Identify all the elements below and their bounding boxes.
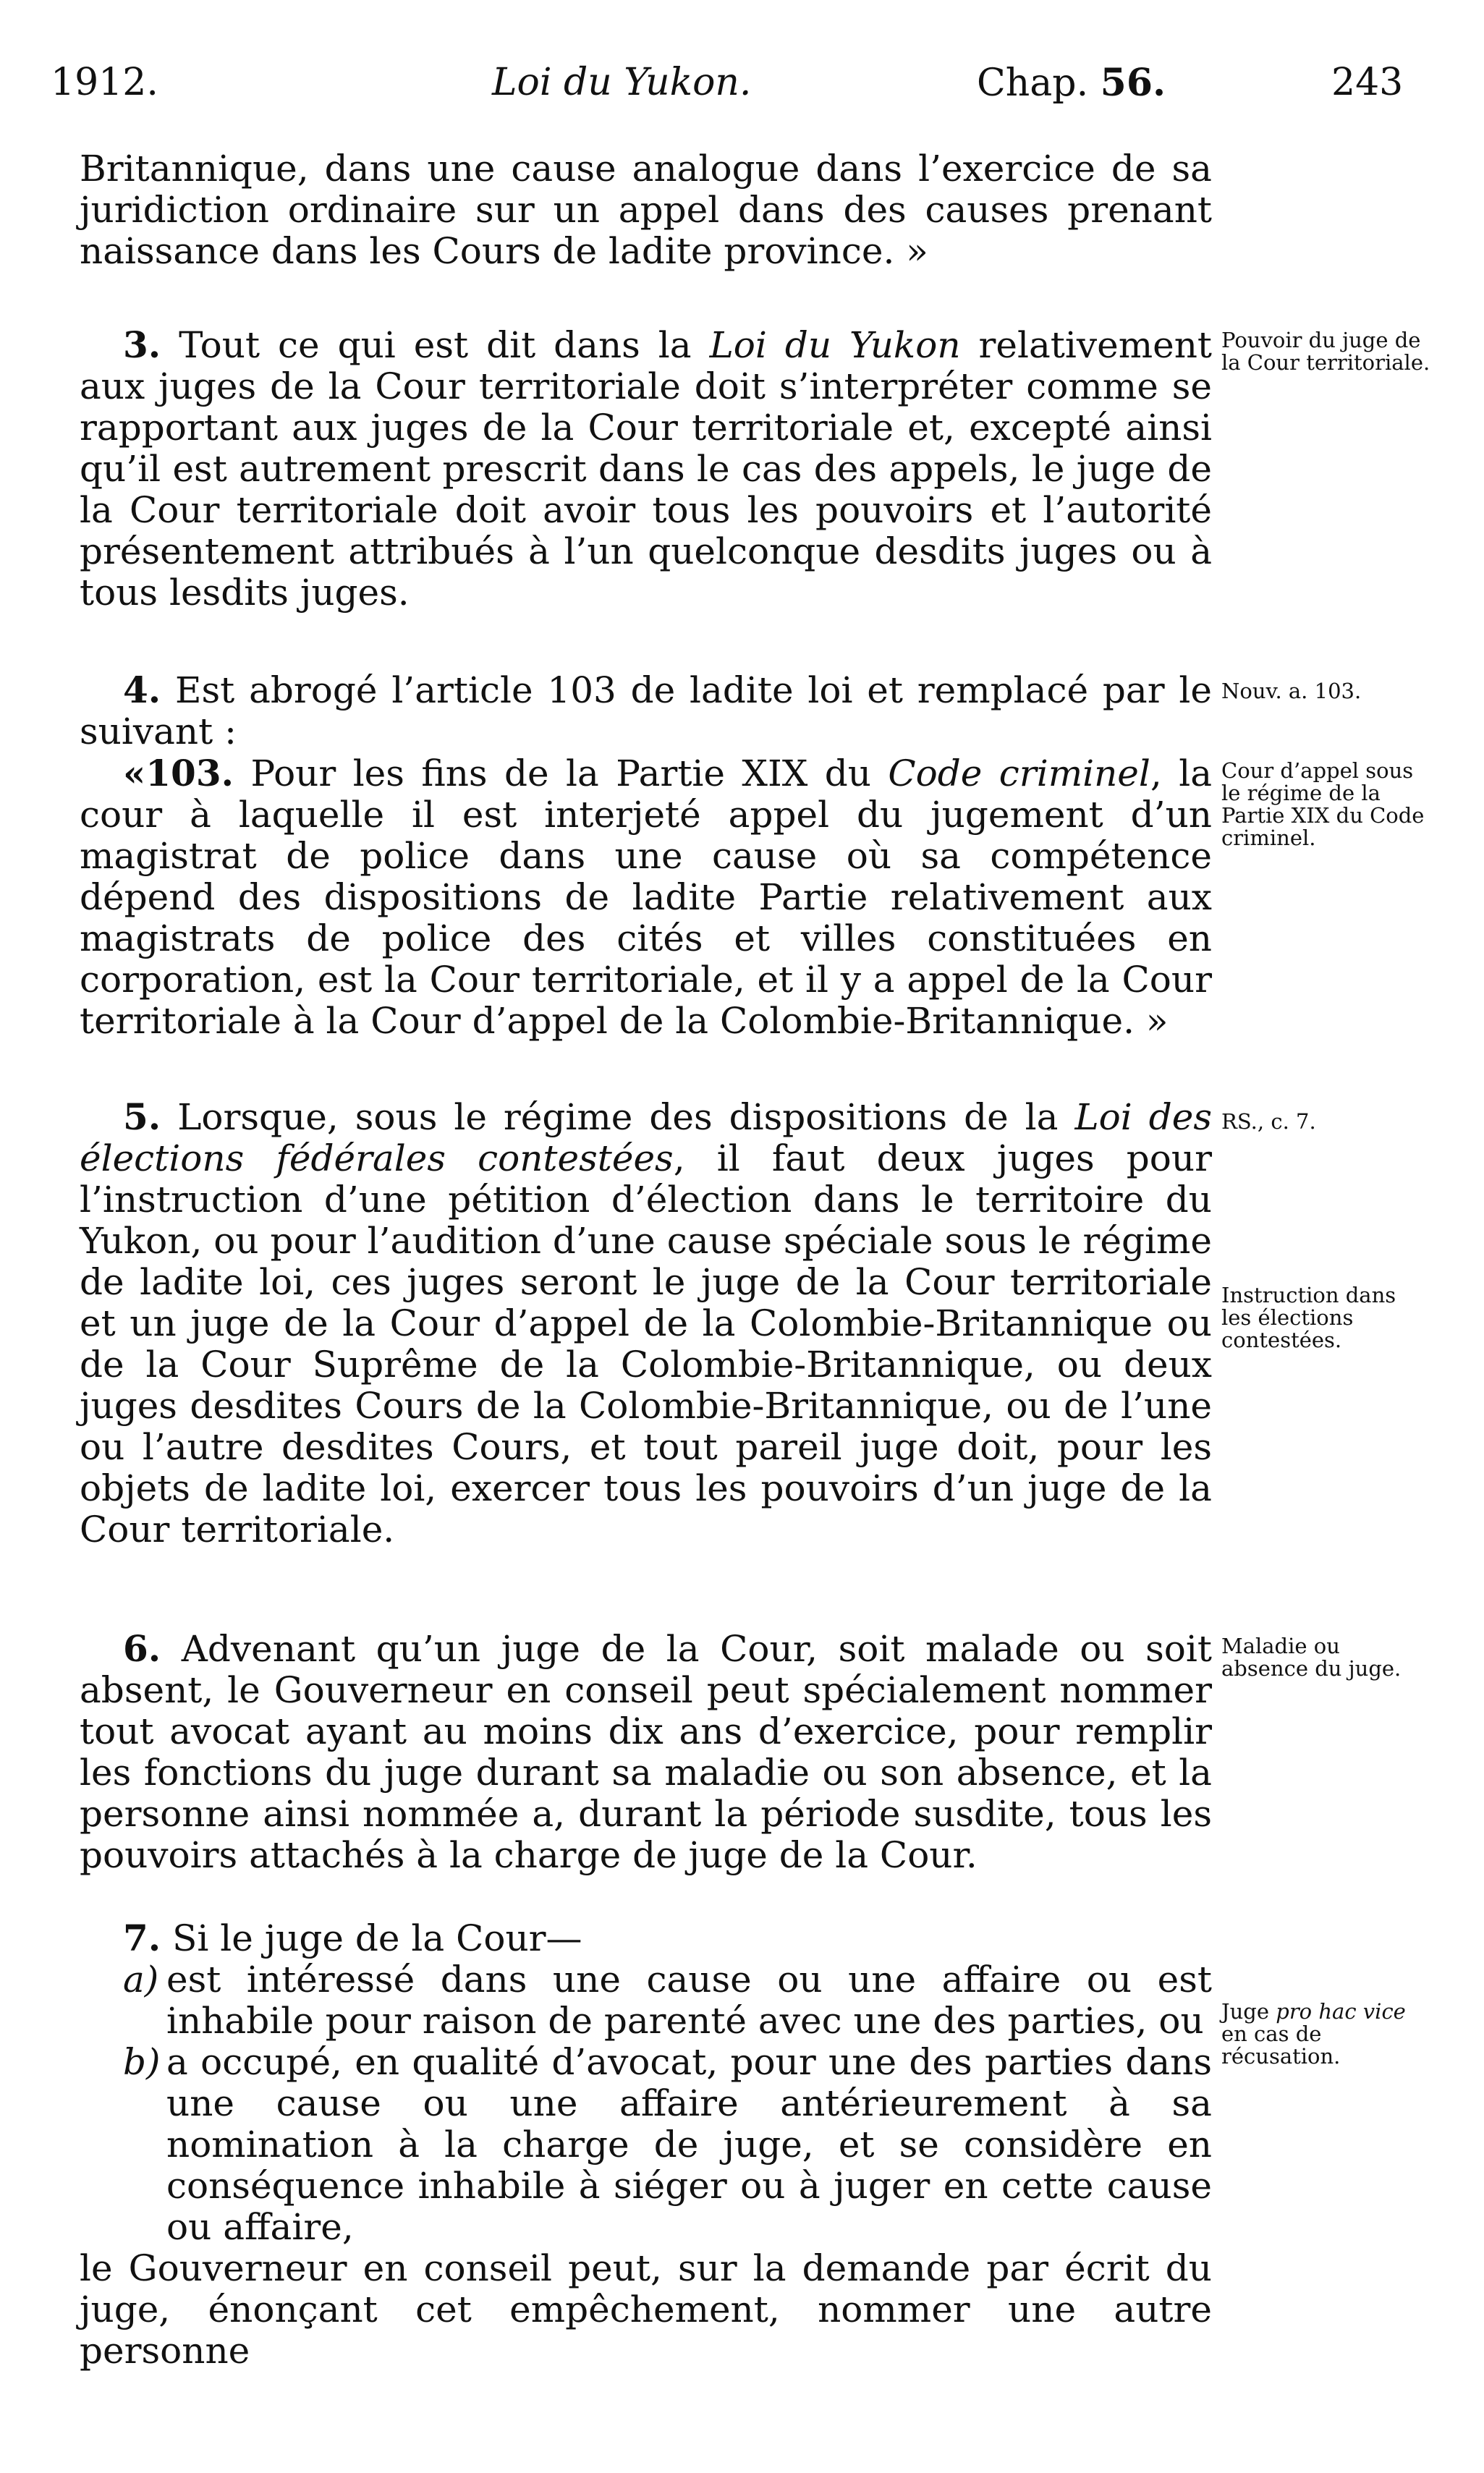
note-7-part1: Juge: [1221, 1999, 1270, 2024]
item-a-label: a): [123, 1959, 159, 2001]
item-b-label: b): [123, 2041, 161, 2083]
margin-note-5-ref: RS., c. 7.: [1221, 1109, 1316, 1134]
item-b-text: a occupé, en qualité d’avocat, pour une des parties dans une cause ou une affaire antérieurement à sa nomination à la charge de juge, et se considère en conséquence inhabile à siéger ou à juger en cette cause ou affaire,: [166, 2041, 1212, 2248]
section-3-part1: Tout ce qui est dit dans la: [161, 324, 710, 366]
section-5-law-name: Loi des élections fédérales contestées: [80, 1096, 1212, 1179]
margin-note-4: Nouv. a. 103.: [1221, 679, 1362, 703]
list-item-b: [123, 2042, 1212, 2248]
article-103-code-name: Code criminel: [888, 752, 1150, 794]
section-5-part2: , il faut deux juges pour l’instruction d’une pétition d’élection dans le territoire du Yukon, ou pour l’audition d’une cause spéciale sous le régime de ladite loi, ces juges seront le juge de la Cour territoriale et un juge de la Cour d’appel de la Colombie-Britannique ou de la Cour Suprême de la Colombie-Britannique, ou deux juges desdites Cours de la Colombie-Britannique, ou de l’une ou l’autre desdites Cours, et tout pareil juge doit, pour les objets de ladite loi, exercer tous les pouvoirs d’un juge de la Cour territoriale.: [80, 1137, 1212, 1551]
item-a-text: est intéressé dans une cause ou une affaire ou est inhabile pour raison de parenté avec une des parties, ou: [166, 1959, 1212, 2042]
header-year: 1912.: [51, 61, 158, 104]
section-3-part2: relativement aux juges de la Cour territoriale doit s’interpréter comme se rapportant aux juges de la Cour territoriale et, excepté ainsi qu’il est autrement prescrit dans le cas des appels, le juge de la Cour territoriale doit avoir tous les pouvoirs et l’autorité présentement attribués à l’un quelconque desdits juges ou à tous lesdits juges.: [80, 324, 1213, 614]
margin-note-5: Instruction dans les élections contestées.: [1221, 1283, 1396, 1352]
section-4-body: Est abrogé l’article 103 de ladite loi et remplacé par le suivant :: [80, 669, 1212, 752]
page-header: [0, 0, 1484, 145]
section-5-number: 5.: [123, 1095, 161, 1138]
section-3-law-name: Loi du Yukon: [709, 324, 961, 366]
margin-note-7: [1221, 2001, 1431, 2068]
section-7-number: 7.: [123, 1917, 161, 1959]
section-3-number: 3.: [123, 323, 161, 366]
page-number: 243: [1331, 61, 1404, 104]
header-chapter: [977, 62, 1166, 104]
section-3: [80, 324, 1212, 614]
section-4: [80, 669, 1212, 1042]
chapter-prefix: Chap.: [977, 61, 1089, 105]
article-103-part1: Pour les fins de la Partie XIX du: [234, 752, 889, 794]
intro-paragraph: [80, 148, 1212, 272]
note-7-part3: en cas de récusation.: [1221, 2022, 1341, 2069]
margin-note-6: Maladie ou absence du juge.: [1221, 1634, 1402, 1681]
section-6: [80, 1628, 1212, 1876]
margin-note-103: Cour d’appel sous le régime de la Partie XIX du Code criminel.: [1221, 758, 1425, 850]
section-3-text: [80, 324, 1212, 614]
section-6-body: Advenant qu’un juge de la Cour, soit malade ou soit absent, le Gouverneur en conseil peut spécialement nommer tout avocat ayant au moins dix ans d’exercice, pour remplir les fonctions du juge durant sa maladie ou son absence, et la personne ainsi nommée a, durant la période susdite, tous les pouvoirs attachés à la charge de juge de la Cour.: [80, 1628, 1212, 1876]
section-4-text: [80, 669, 1212, 752]
section-5-text: [80, 1096, 1212, 1551]
note-7-part2: pro hac vice: [1276, 1999, 1406, 2024]
section-7-lead-text: Si le juge de la Cour—: [161, 1917, 582, 1959]
section-5: [80, 1096, 1212, 1551]
section-6-number: 6.: [123, 1627, 161, 1670]
intro-text: Britannique, dans une cause analogue dans l’exercice de sa juridiction ordinaire sur un appel dans des causes prenant naissance dans les Cours de ladite province. »: [80, 148, 1212, 272]
article-103-text: [80, 752, 1212, 1042]
section-7-closing: le Gouverneur en conseil peut, sur la demande par écrit du juge, énonçant cet empêchement, nommer une autre personne: [80, 2247, 1212, 2372]
header-title: Loi du Yukon.: [492, 61, 752, 104]
section-6-text: [80, 1628, 1212, 1876]
section-7: [80, 1917, 1212, 2372]
section-7-items: [80, 1959, 1212, 2248]
chapter-number: 56.: [1100, 61, 1166, 105]
section-7-lead: [80, 1917, 1212, 1959]
list-item-a: [123, 1959, 1212, 2042]
margin-note-3: Pouvoir du juge de la Cour territoriale.: [1221, 328, 1430, 375]
article-103-number: «103.: [123, 752, 234, 794]
article-103-part2: , la cour à laquelle il est interjeté appel du jugement d’un magistrat de police dans une cause où sa compétence dépend des dispositions de ladite Partie relativement aux magistrats de police des cités et villes constituées en corporation, est la Cour territoriale, et il y a appel de la Cour territoriale à la Cour d’appel de la Colombie-Britannique. »: [80, 752, 1213, 1042]
section-4-number: 4.: [123, 669, 161, 711]
section-5-part1: Lorsque, sous le régime des dispositions de la: [161, 1096, 1075, 1138]
